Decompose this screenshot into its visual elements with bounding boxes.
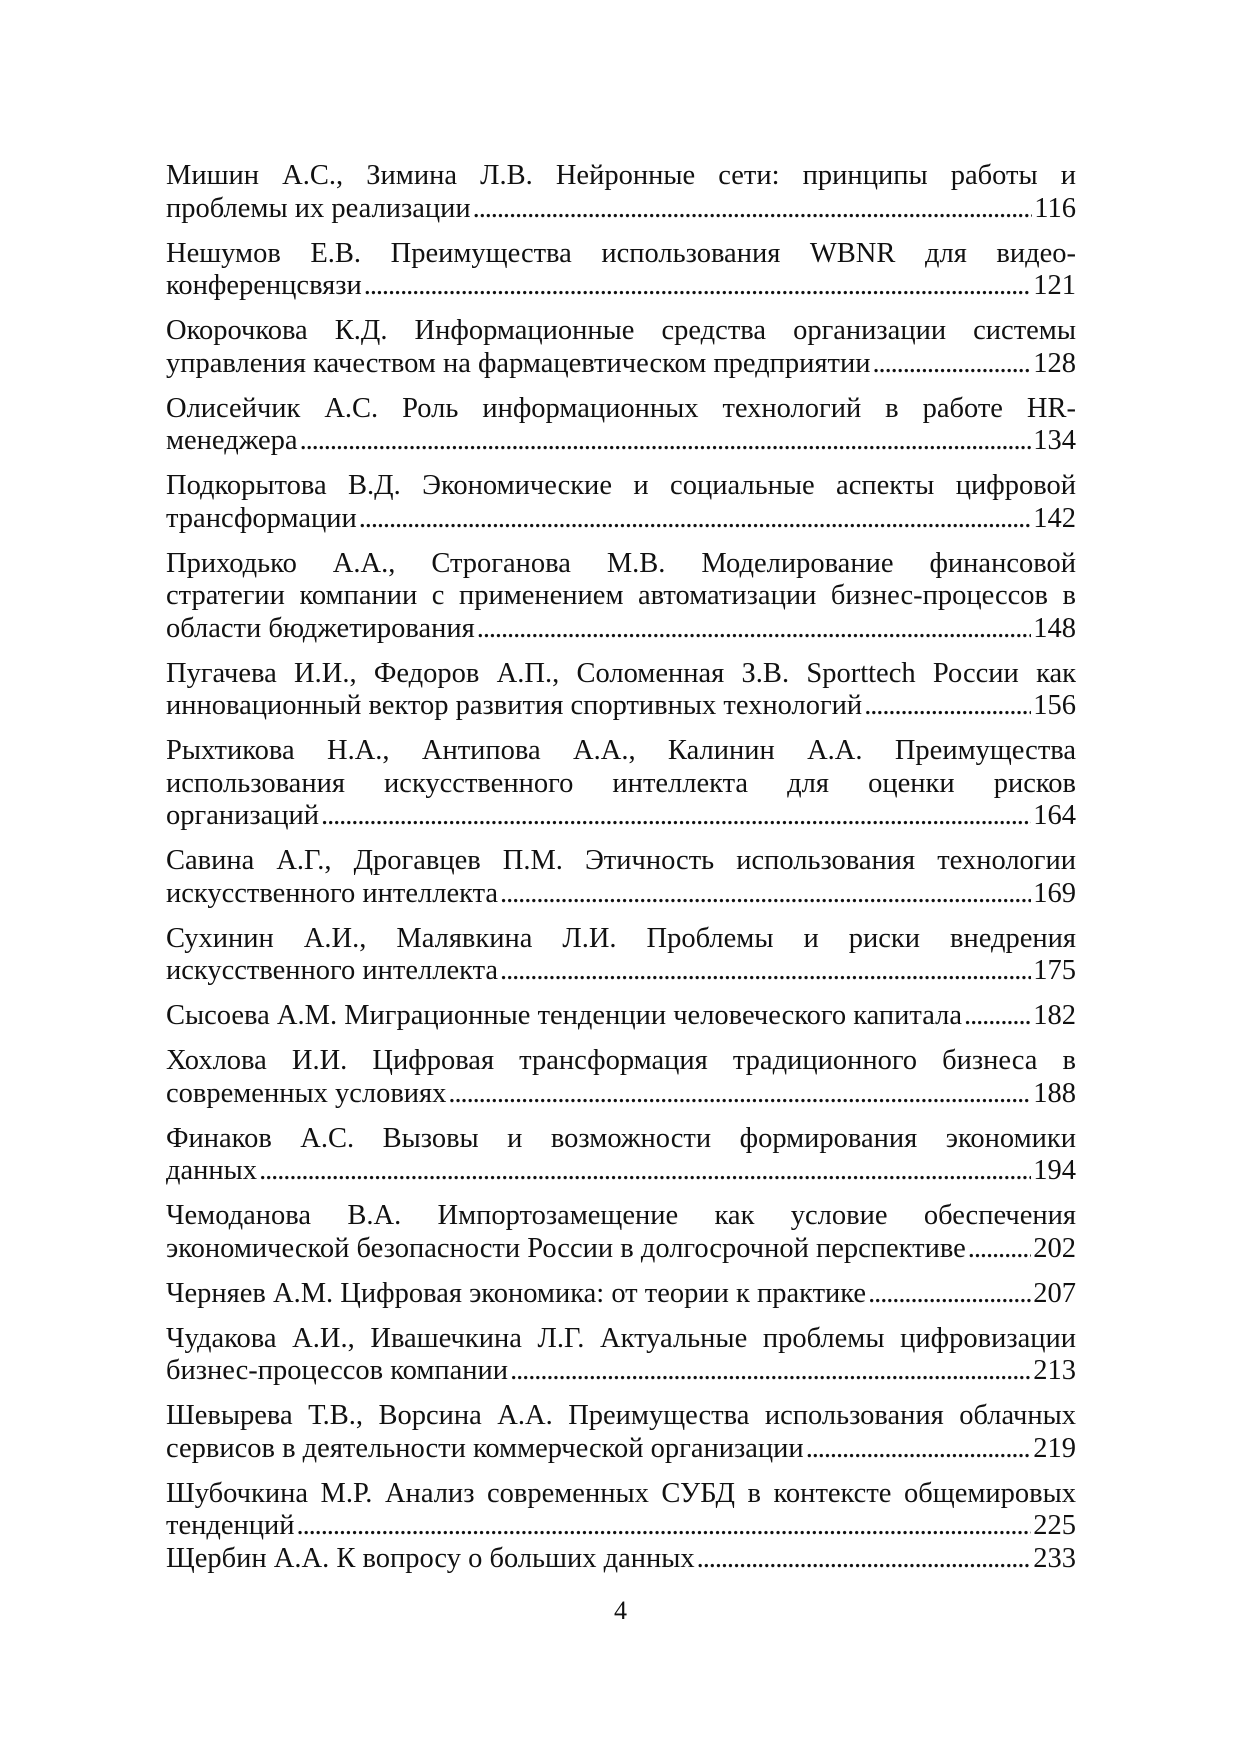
toc-entry-page: 194 — [1033, 1155, 1076, 1186]
toc-entry[interactable] — [166, 1045, 1076, 1110]
toc-entry-page: 116 — [1034, 192, 1076, 224]
dot-leader — [697, 1543, 1032, 1576]
toc-entry-title-line: Приходько А.А., Строганова М.В. Моделирование финансовой — [166, 547, 1076, 579]
toc-entry-last-line — [166, 1355, 1076, 1388]
toc-entry-title-end: трансформации — [166, 502, 357, 534]
toc-entry-title-end: инновационный вектор развития спортивных технологий — [166, 690, 863, 721]
toc-entry[interactable] — [166, 470, 1076, 535]
toc-entry-title-end: искусственного интеллекта — [166, 955, 499, 986]
toc-entry-title-line: Олисейчик А.С. Роль информационных технологий в работе HR- — [166, 392, 1076, 424]
toc-entry-last-line — [166, 1155, 1076, 1188]
toc-entry[interactable] — [166, 1123, 1076, 1188]
toc-entry-title-end: бизнес-процессов компании — [166, 1355, 509, 1386]
toc-entry-title-end: Сысоева А.М. Миграционные тенденции человеческого капитала — [166, 1000, 963, 1031]
toc-entry[interactable] — [166, 845, 1076, 910]
toc-entry-title-line: Савина А.Г., Дрогавцев П.М. Этичность использования технологии — [166, 845, 1076, 876]
dot-leader — [500, 955, 1031, 988]
toc-entry[interactable] — [166, 1278, 1076, 1311]
toc-entry-title-end: современных условиях — [166, 1077, 447, 1109]
toc-entry-last-line — [166, 348, 1076, 381]
toc-entry-title-end: экономической безопасности России в долгосрочной перспективе — [166, 1232, 966, 1264]
dot-leader — [297, 1510, 1032, 1543]
toc-entry-title-line: Финаков А.С. Вызовы и возможности формирования экономики — [166, 1122, 1076, 1154]
dot-leader — [806, 1433, 1032, 1466]
toc-entry-last-line — [166, 613, 1076, 646]
toc-entry-page: 128 — [1033, 347, 1076, 379]
dot-leader — [300, 425, 1032, 458]
toc-entry-page: 134 — [1033, 425, 1076, 456]
toc-entry[interactable] — [166, 238, 1076, 303]
dot-leader — [473, 193, 1033, 226]
toc-entry[interactable] — [166, 1200, 1076, 1265]
toc-entry-last-line — [166, 1543, 1076, 1576]
toc-entry-page: 207 — [1033, 1277, 1076, 1309]
toc-entry-page: 148 — [1033, 612, 1076, 644]
toc-entry-page: 175 — [1033, 955, 1076, 986]
toc-entry-last-line — [166, 690, 1076, 723]
toc-entry-title-end: искусственного интеллекта — [166, 877, 499, 909]
toc-entry-title-end: области бюджетирования — [166, 612, 475, 644]
toc-entry-title-line: использования искусственного интеллекта для оценки рисков — [166, 767, 1076, 799]
dot-leader — [500, 878, 1031, 911]
toc-entry-title-line: Сухинин А.И., Малявкина Л.И. Проблемы и риски внедрения — [166, 922, 1076, 954]
toc-entry[interactable] — [166, 160, 1076, 225]
dot-leader — [359, 503, 1032, 536]
toc-entry-title-line: Хохлова И.И. Цифровая трансформация традиционного бизнеса в — [166, 1045, 1076, 1076]
dot-leader — [448, 1078, 1031, 1111]
dot-leader — [964, 1000, 1031, 1033]
toc-entry-last-line — [166, 1078, 1076, 1111]
toc-entry-page: 188 — [1033, 1077, 1076, 1109]
toc-entry-title-line: Подкорытова В.Д. Экономические и социальные аспекты цифровой — [166, 470, 1076, 501]
toc-entry-title-line: Нешумов Е.В. Преимущества использования WBNR для видео- — [166, 237, 1076, 269]
toc-entry-last-line — [166, 1233, 1076, 1266]
toc-entry[interactable] — [166, 315, 1076, 380]
toc-entry-page: 121 — [1033, 270, 1076, 301]
toc-entry-last-line — [166, 955, 1076, 988]
toc-entry-last-line — [166, 1278, 1076, 1311]
toc-entry-page: 169 — [1033, 877, 1076, 909]
toc-entry-title-end: конференцсвязи — [166, 270, 362, 301]
toc-entry-page: 156 — [1033, 690, 1076, 721]
toc-entry-title-line: Шубочкина М.Р. Анализ современных СУБД в контексте общемировых — [166, 1477, 1076, 1509]
toc-entry-last-line — [166, 800, 1076, 833]
toc-entry-title-line: стратегии компании с применением автоматизации бизнес-процессов в — [166, 580, 1076, 611]
toc-entry[interactable] — [166, 735, 1076, 833]
toc-entry-title-line: Пугачева И.И., Федоров А.П., Соломенная З.В. Sporttech России как — [166, 657, 1076, 689]
toc-entry-page: 213 — [1033, 1355, 1076, 1386]
toc-entry-title-line: Окорочкова К.Д. Информационные средства организации системы — [166, 315, 1076, 346]
dot-leader — [364, 270, 1031, 303]
toc-entry-last-line — [166, 270, 1076, 303]
toc-entry[interactable] — [166, 1543, 1076, 1576]
toc-entry-title-line: Чемоданова В.А. Импортозамещение как условие обеспечения — [166, 1200, 1076, 1231]
toc-entry-last-line — [166, 878, 1076, 911]
toc-entry[interactable] — [166, 923, 1076, 988]
toc-entry-title-line: Чудакова А.И., Ивашечкина Л.Г. Актуальные проблемы цифровизации — [166, 1322, 1076, 1354]
table-of-contents — [166, 160, 1076, 1575]
toc-entry-page: 233 — [1033, 1542, 1076, 1574]
toc-entry-last-line — [166, 1433, 1076, 1466]
toc-entry-page: 225 — [1033, 1510, 1076, 1541]
toc-entry-title-line: Мишин А.С., Зимина Л.В. Нейронные сети: принципы работы и — [166, 160, 1076, 191]
toc-entry-title-line: Рыхтикова Н.А., Антипова А.А., Калинин А.А. Преимущества — [166, 735, 1076, 766]
toc-entry-last-line — [166, 503, 1076, 536]
toc-entry[interactable] — [166, 658, 1076, 723]
dot-leader — [321, 800, 1031, 833]
toc-entry-page: 142 — [1033, 502, 1076, 534]
toc-entry[interactable] — [166, 1400, 1076, 1465]
dot-leader — [872, 348, 1031, 381]
toc-entry-last-line — [166, 425, 1076, 458]
toc-entry-title-end: Щербин А.А. К вопросу о больших данных — [166, 1542, 695, 1574]
toc-entry[interactable] — [166, 393, 1076, 458]
toc-entry-last-line — [166, 1000, 1076, 1033]
toc-entry[interactable] — [166, 1478, 1076, 1543]
toc-entry-title-end: проблемы их реализации — [166, 192, 471, 224]
toc-entry[interactable] — [166, 1323, 1076, 1388]
toc-entry-last-line — [166, 193, 1076, 226]
toc-entry-page: 202 — [1033, 1232, 1076, 1264]
toc-entry-title-end: сервисов в деятельности коммерческой организации — [166, 1432, 804, 1464]
toc-entry-title-end: менеджера — [166, 425, 298, 456]
toc-entry-page: 164 — [1033, 800, 1076, 831]
toc-entry-title-end: тенденций — [166, 1510, 295, 1541]
toc-entry-page: 219 — [1033, 1432, 1076, 1464]
dot-leader — [477, 613, 1031, 646]
dot-leader — [259, 1155, 1031, 1188]
toc-entry-last-line — [166, 1510, 1076, 1543]
toc-entry-title-end: организаций — [166, 800, 320, 831]
dot-leader — [510, 1355, 1031, 1388]
toc-entry[interactable] — [166, 548, 1076, 646]
dot-leader — [864, 690, 1031, 723]
toc-entry-title-end: данных — [166, 1155, 258, 1186]
toc-entry[interactable] — [166, 1000, 1076, 1033]
dot-leader — [868, 1278, 1031, 1311]
toc-entry-title-line: Шевырева Т.В., Ворсина А.А. Преимущества использования облачных — [166, 1400, 1076, 1431]
toc-entry-title-end: управления качеством на фармацевтическом предприятии — [166, 347, 871, 379]
toc-entry-title-end: Черняев А.М. Цифровая экономика: от теории к практике — [166, 1277, 867, 1309]
dot-leader — [968, 1233, 1031, 1266]
toc-entry-page: 182 — [1033, 1000, 1076, 1031]
page-number: 4 — [614, 1596, 627, 1625]
